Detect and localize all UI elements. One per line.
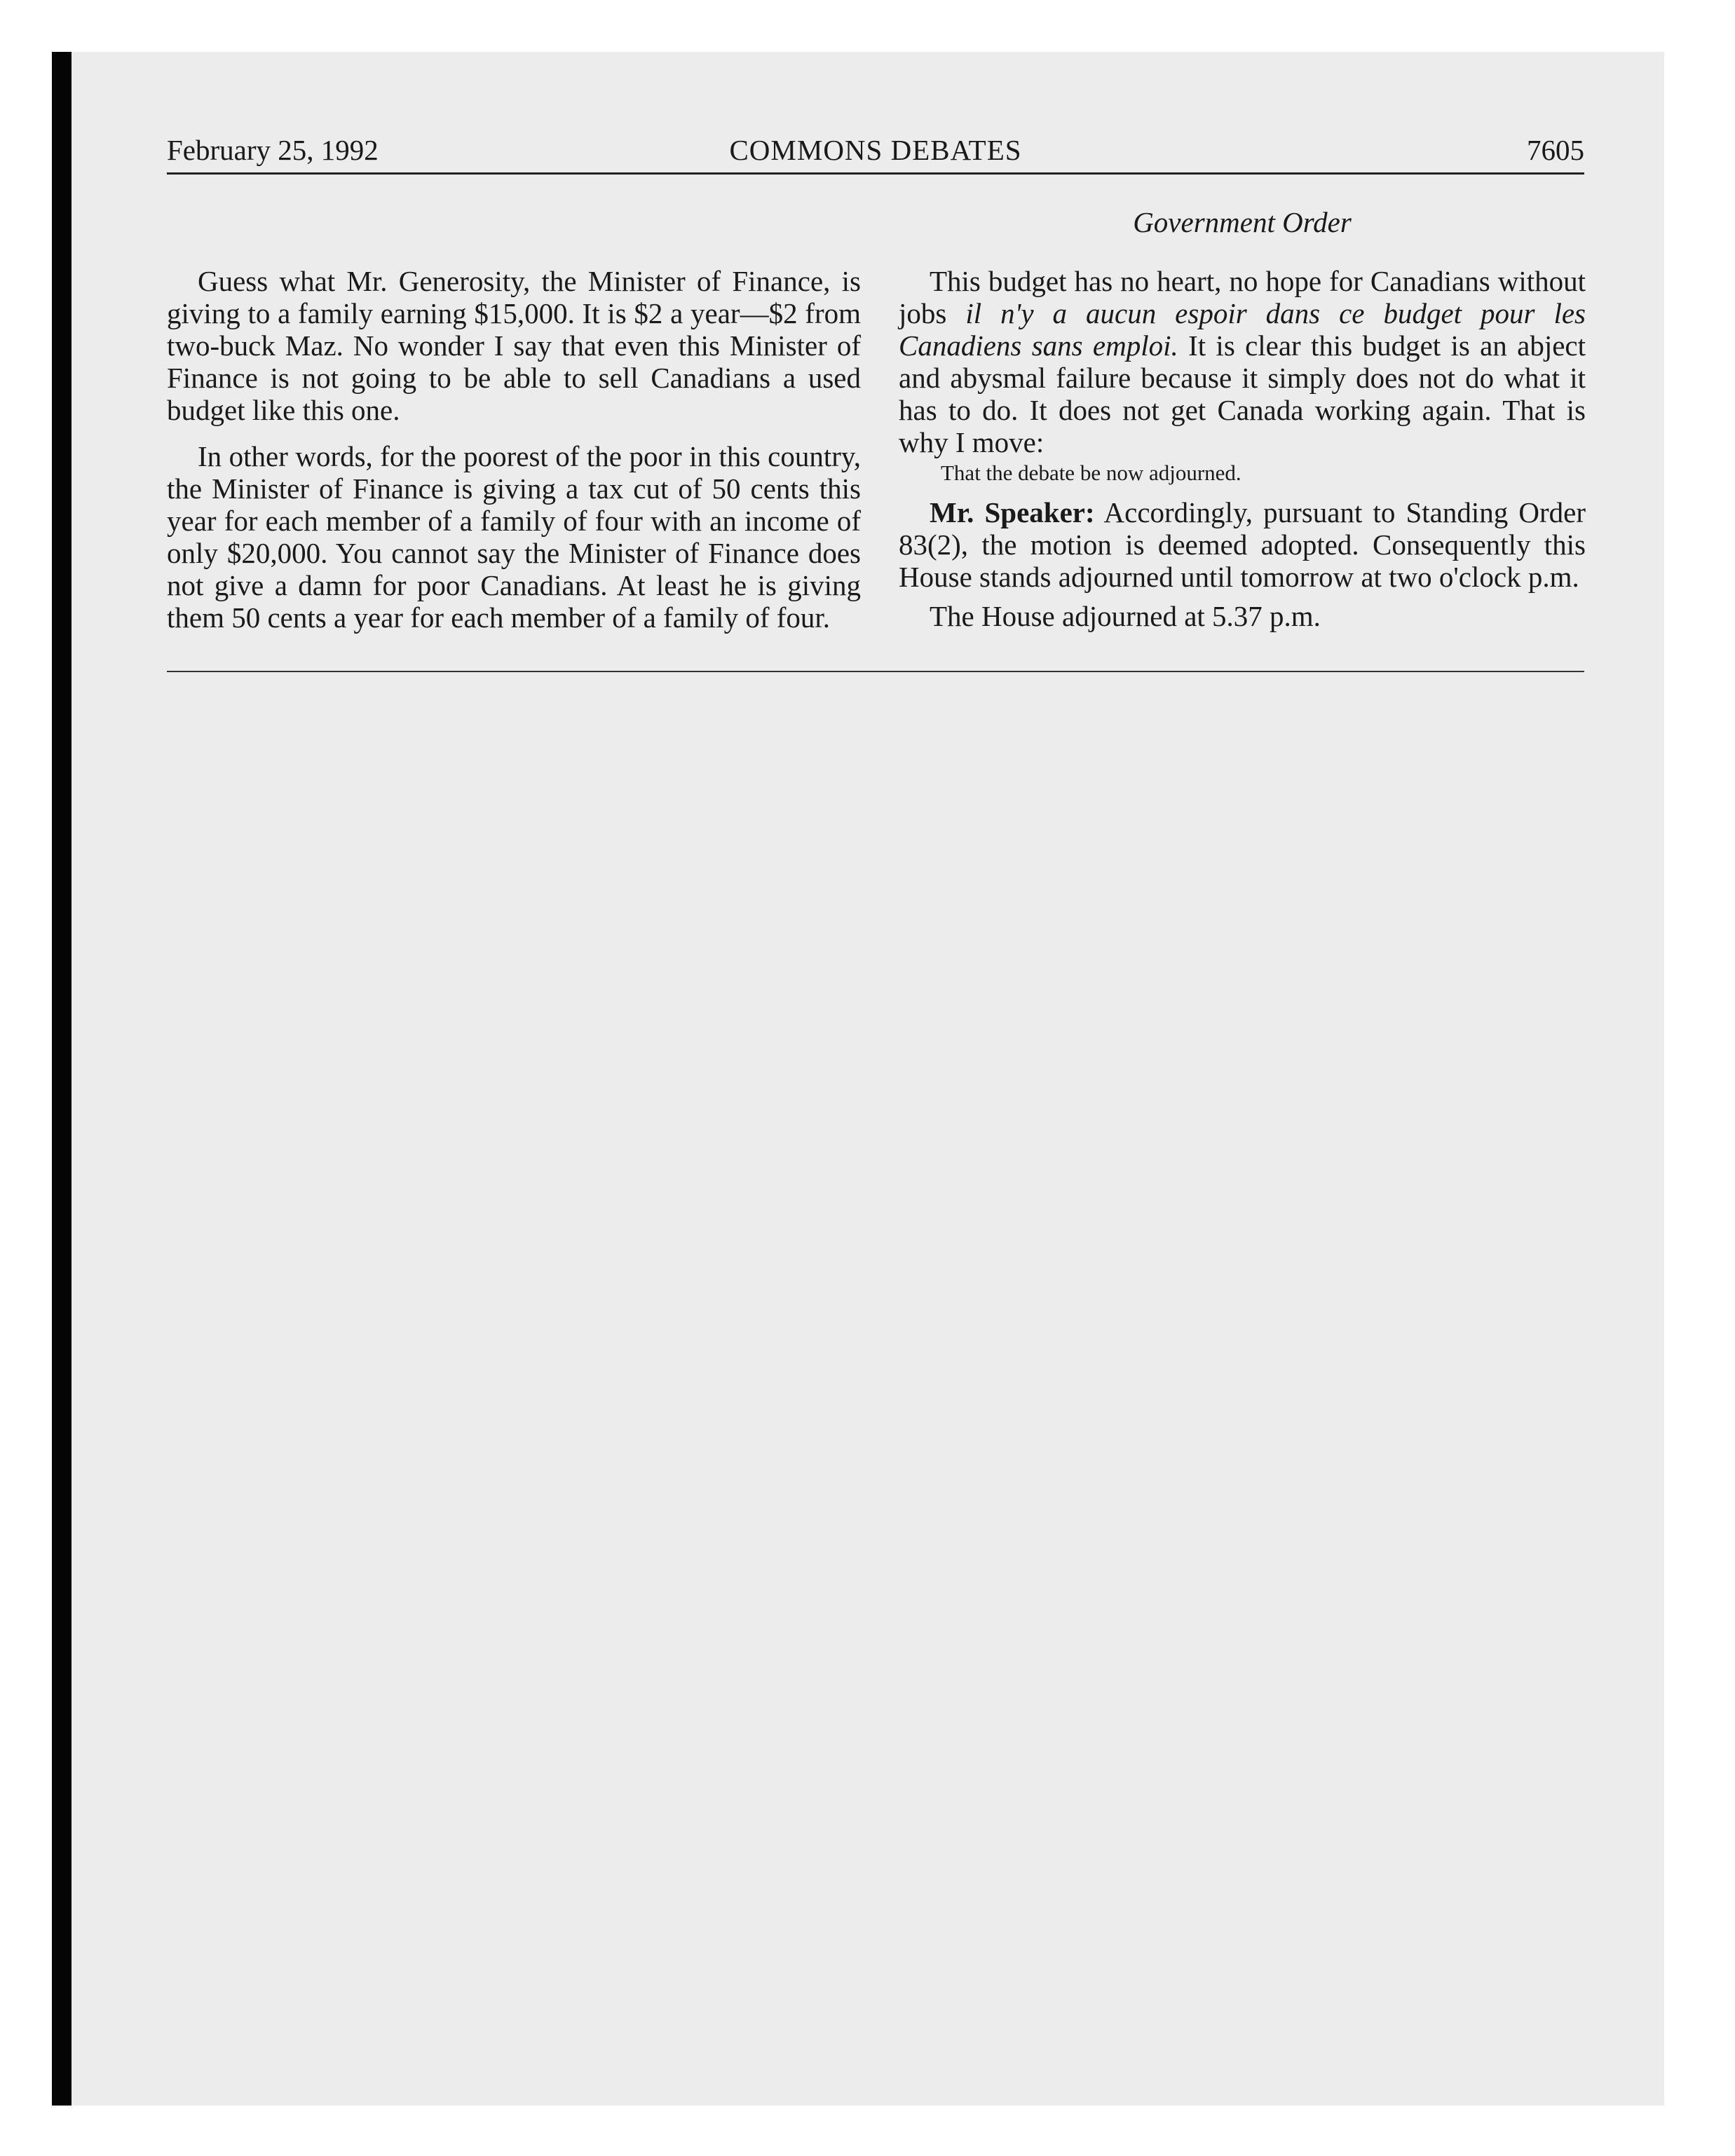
adjournment-line: The House adjourned at 5.37 p.m.: [930, 600, 1321, 632]
right-paragraph-1-end: It is clear this budget is an abject and abysmal failure because it simply does not do what it has to do. It does not get Canada working again. That is why I move:: [899, 329, 1586, 458]
motion-text: That the debate be now adjourned.: [941, 460, 1241, 485]
right-column: [899, 206, 1586, 632]
section-heading: Government Order: [1133, 206, 1352, 238]
page-number: 7605: [1527, 134, 1584, 166]
right-paragraph-1: [899, 265, 1586, 458]
scan-binding-edge: [52, 52, 72, 2106]
header-rule: [167, 172, 1584, 175]
left-paragraph-1: Guess what Mr. Generosity, the Minister of Finance, is giving to a family earning $15,000. It is $2 a year—$2 from two-buck Maz. No wonder I say that even this Minister of Finance is not going to be able to sell Canadians a used budget like this one.: [167, 265, 861, 426]
right-paragraph-1-start: This budget has no heart, no hope for Canadians without jobs: [899, 265, 1586, 329]
footer-rule: [167, 671, 1584, 672]
speaker-label: Mr. Speaker:: [930, 496, 1095, 528]
speaker-text: Accordingly, pursuant to Standing Order 83(2), the motion is deemed adopted. Consequently this House stands adjourned until tomorrow at two o'clock p.m.: [899, 496, 1586, 593]
speaker-paragraph: [899, 496, 1586, 593]
left-column: [167, 265, 861, 634]
page-header: [167, 128, 1584, 172]
left-paragraph-2: In other words, for the poorest of the poor in this country, the Minister of Finance is giving a tax cut of 50 cents this year for each member of a family of four with an income of only $20,000. You cannot say the Minister of Finance does not give a damn for poor Canadians. At least he is giving them 50 cents a year for each member of a family of four.: [167, 440, 861, 634]
header-date: February 25, 1992: [167, 134, 379, 166]
header-title: COMMONS DEBATES: [729, 134, 1022, 166]
french-quote: il n'y a aucun espoir dans ce budget pour les Canadiens sans emploi.: [899, 297, 1586, 362]
